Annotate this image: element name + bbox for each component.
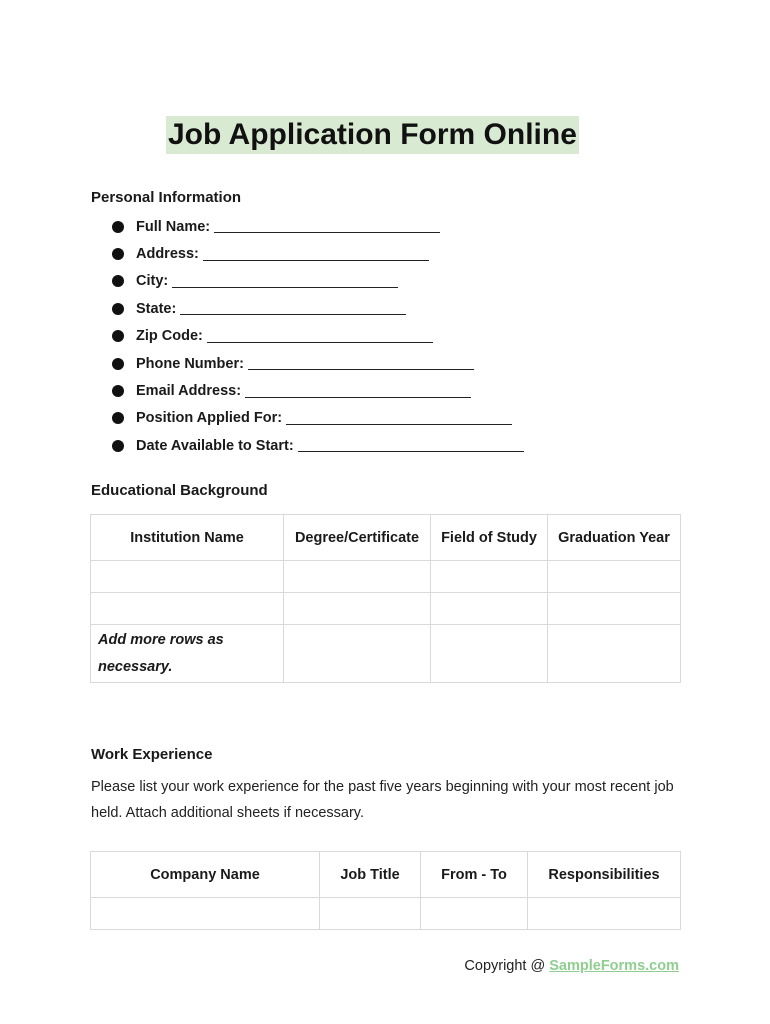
field-label: Phone Number: (136, 355, 244, 372)
table-cell[interactable] (284, 625, 431, 683)
table-header-row (91, 852, 681, 898)
date-available-blank[interactable] (298, 439, 524, 452)
education-table (90, 514, 681, 683)
table-row (91, 561, 681, 593)
field-label: Full Name: (136, 218, 211, 235)
email-address-blank[interactable] (245, 385, 471, 398)
table-cell[interactable] (431, 561, 548, 593)
educational-background-heading: Educational Background (91, 482, 268, 499)
column-header: Responsibilities (528, 852, 681, 898)
table-cell[interactable] (548, 561, 681, 593)
column-header: Job Title (320, 852, 421, 898)
column-header: Graduation Year (548, 515, 681, 561)
address-blank[interactable] (203, 248, 429, 261)
table-cell[interactable] (91, 561, 284, 593)
bullet-icon (112, 358, 124, 370)
column-header: Institution Name (91, 515, 284, 561)
field-label: Date Available to Start: (136, 437, 294, 454)
column-header: From - To (421, 852, 528, 898)
phone-number-blank[interactable] (248, 357, 474, 370)
copyright-text: Copyright @ (464, 958, 550, 974)
table-cell[interactable] (284, 593, 431, 625)
table-header-row (91, 515, 681, 561)
table-row (91, 625, 681, 683)
personal-information-heading: Personal Information (91, 189, 242, 206)
column-header: Company Name (91, 852, 320, 898)
table-row (91, 898, 681, 930)
field-full-name (112, 213, 524, 240)
table-cell[interactable] (528, 898, 681, 930)
brand-link[interactable]: SampleForms.com (549, 958, 679, 974)
personal-fields-list (112, 213, 524, 460)
state-blank[interactable] (180, 302, 406, 315)
field-phone-number (112, 350, 524, 377)
table-cell[interactable] (548, 625, 681, 683)
table-cell[interactable] (91, 593, 284, 625)
table-cell[interactable] (91, 898, 320, 930)
bullet-icon (112, 385, 124, 397)
work-instructions: Please list your work experience for the past five years beginning with your most recent job held. Attach additional sheets if necessary. (91, 779, 674, 821)
column-header: Degree/Certificate (284, 515, 431, 561)
column-header: Field of Study (431, 515, 548, 561)
bullet-icon (112, 275, 124, 287)
bullet-icon (112, 330, 124, 342)
field-label: Zip Code: (136, 328, 203, 345)
table-cell[interactable] (431, 593, 548, 625)
footer (464, 958, 679, 974)
work-experience-heading: Work Experience (91, 746, 213, 763)
table-cell[interactable] (421, 898, 528, 930)
field-label: Address: (136, 246, 199, 263)
bullet-icon (112, 412, 124, 424)
field-city (112, 268, 524, 295)
work-experience-table (90, 851, 681, 930)
position-applied-blank[interactable] (286, 412, 512, 425)
city-blank[interactable] (172, 275, 398, 288)
bullet-icon (112, 303, 124, 315)
field-address (112, 240, 524, 267)
table-cell[interactable] (548, 593, 681, 625)
full-name-blank[interactable] (214, 220, 440, 233)
field-email-address (112, 377, 524, 404)
field-date-available (112, 432, 524, 459)
zip-code-blank[interactable] (207, 330, 433, 343)
field-state (112, 295, 524, 322)
field-position-applied-for (112, 405, 524, 432)
bullet-icon (112, 440, 124, 452)
field-label: Position Applied For: (136, 410, 283, 427)
table-cell[interactable] (431, 625, 548, 683)
field-label: State: (136, 300, 177, 317)
page-title: Job Application Form Online (166, 116, 579, 154)
field-zip-code (112, 323, 524, 350)
field-label: City: (136, 273, 169, 290)
table-cell[interactable] (284, 561, 431, 593)
field-label: Email Address: (136, 383, 242, 400)
bullet-icon (112, 248, 124, 260)
table-cell[interactable] (320, 898, 421, 930)
bullet-icon (112, 221, 124, 233)
table-row (91, 593, 681, 625)
add-rows-note: Add more rows as necessary. (91, 625, 284, 683)
